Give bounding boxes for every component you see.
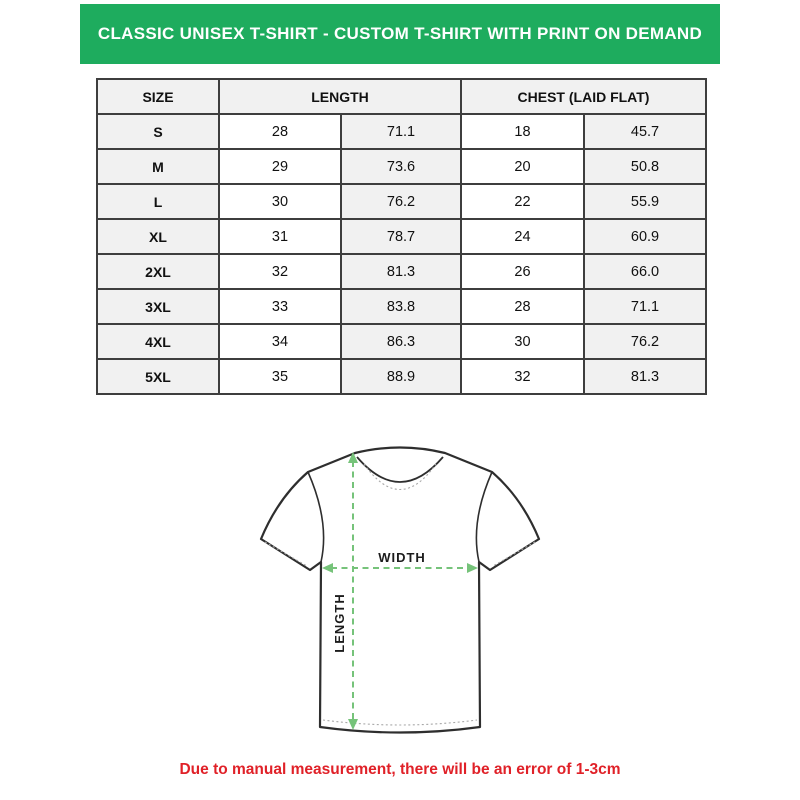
chest-in-cell: 22 <box>461 184 584 219</box>
width-label: WIDTH <box>378 550 426 565</box>
table-row <box>97 289 706 324</box>
chest-cm-cell: 45.7 <box>584 114 706 149</box>
chest-in-cell: 30 <box>461 324 584 359</box>
table-row <box>97 114 706 149</box>
chest-cm-cell: 76.2 <box>584 324 706 359</box>
length-cm-cell: 81.3 <box>341 254 461 289</box>
chest-in-cell: 32 <box>461 359 584 394</box>
length-cm-cell: 83.8 <box>341 289 461 324</box>
size-cell: 3XL <box>97 289 219 324</box>
table-header-row <box>97 79 706 114</box>
measurement-note: Due to manual measurement, there will be an error of 1-3cm <box>179 761 621 778</box>
length-in-cell: 35 <box>219 359 341 394</box>
chest-in-cell: 24 <box>461 219 584 254</box>
length-in-cell: 31 <box>219 219 341 254</box>
table-row <box>97 184 706 219</box>
tshirt-outline <box>261 448 539 733</box>
chest-in-cell: 20 <box>461 149 584 184</box>
length-cm-cell: 73.6 <box>341 149 461 184</box>
size-cell: 5XL <box>97 359 219 394</box>
table-row <box>97 324 706 359</box>
chest-in-cell: 28 <box>461 289 584 324</box>
length-cm-cell: 86.3 <box>341 324 461 359</box>
chest-cm-cell: 81.3 <box>584 359 706 394</box>
length-cm-cell: 76.2 <box>341 184 461 219</box>
size-cell: S <box>97 114 219 149</box>
col-size-header: SIZE <box>97 79 219 114</box>
table-row <box>97 254 706 289</box>
col-length-header: LENGTH <box>219 79 461 114</box>
tshirt-diagram <box>240 430 560 750</box>
size-cell: M <box>97 149 219 184</box>
page-title: CLASSIC UNISEX T-SHIRT - CUSTOM T-SHIRT WITH PRINT ON DEMAND <box>97 24 703 43</box>
chest-cm-cell: 60.9 <box>584 219 706 254</box>
size-cell: XL <box>97 219 219 254</box>
length-cm-cell: 88.9 <box>341 359 461 394</box>
size-chart-table <box>96 78 707 395</box>
size-cell: 2XL <box>97 254 219 289</box>
header-banner <box>80 4 720 64</box>
length-label: LENGTH <box>332 593 347 653</box>
chest-cm-cell: 71.1 <box>584 289 706 324</box>
col-chest-header: CHEST (LAID FLAT) <box>461 79 706 114</box>
chest-cm-cell: 66.0 <box>584 254 706 289</box>
length-in-cell: 33 <box>219 289 341 324</box>
length-in-cell: 29 <box>219 149 341 184</box>
length-cm-cell: 78.7 <box>341 219 461 254</box>
table-row <box>97 149 706 184</box>
length-in-cell: 32 <box>219 254 341 289</box>
length-in-cell: 28 <box>219 114 341 149</box>
size-cell: L <box>97 184 219 219</box>
size-cell: 4XL <box>97 324 219 359</box>
table-row <box>97 219 706 254</box>
chest-in-cell: 18 <box>461 114 584 149</box>
length-in-cell: 30 <box>219 184 341 219</box>
chest-in-cell: 26 <box>461 254 584 289</box>
chest-cm-cell: 55.9 <box>584 184 706 219</box>
table-row <box>97 359 706 394</box>
length-cm-cell: 71.1 <box>341 114 461 149</box>
length-in-cell: 34 <box>219 324 341 359</box>
chest-cm-cell: 50.8 <box>584 149 706 184</box>
